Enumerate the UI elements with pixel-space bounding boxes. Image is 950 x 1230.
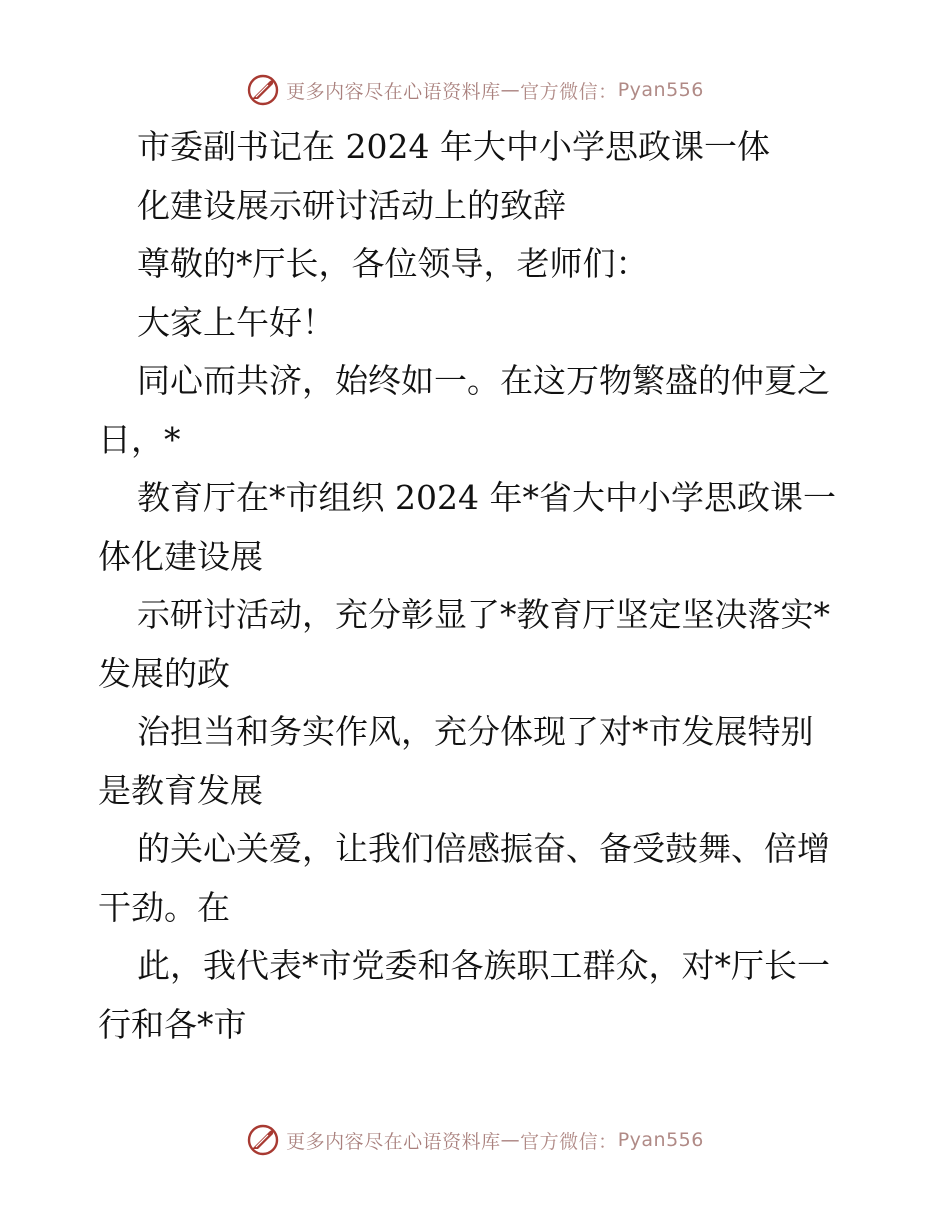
paragraph-line: 教育厅在*市组织 2024 年*省大中小学思政课一 (137, 478, 836, 517)
paragraph-line: 的关心关爱，让我们倍感振奋、备受鼓舞、倍增 (137, 829, 830, 868)
quill-pen-circle-icon (246, 73, 280, 107)
paragraph-line: 治担当和务实作风，充分体现了对*市发展特别 (137, 712, 814, 751)
watermark-wechat-id: Pyan556 (617, 79, 704, 101)
watermark-wechat-label: 官方微信： (520, 1130, 618, 1153)
paragraph-line: 干劲。在 (98, 887, 230, 927)
watermark-dash: — (500, 1129, 521, 1151)
document-title-line-1: 市委副书记在 2024 年大中小学思政课一体 (137, 127, 770, 166)
paragraph-line: 同心而共济，始终如一。在这万物繁盛的仲夏之 (137, 361, 830, 400)
document-title-line-2: 化建设展示研讨活动上的致辞 (137, 185, 566, 225)
paragraph-line: 体化建设展 (98, 536, 263, 576)
paragraph-line: 是教育发展 (98, 770, 263, 810)
watermark-brand-text: 更多内容尽在心语资料库 (286, 1130, 501, 1153)
greeting-line: 大家上午好！ (137, 302, 335, 342)
quill-pen-circle-icon (246, 1123, 280, 1157)
watermark-wechat-id: Pyan556 (617, 1129, 704, 1151)
footer-watermark (0, 1120, 950, 1160)
paragraph-line: 此，我代表*市党委和各族职工群众，对*厅长一 (137, 946, 830, 985)
paragraph-line: 行和各*市 (98, 1004, 247, 1044)
paragraph-line: 发展的政 (98, 653, 230, 693)
watermark-dash: — (500, 79, 521, 101)
paragraph-line: 示研讨活动，充分彰显了*教育厅坚定坚决落实* (137, 595, 830, 634)
watermark-wechat-label: 官方微信： (520, 80, 618, 103)
salutation-line: 尊敬的*厅长，各位领导，老师们： (137, 244, 649, 283)
document-body (98, 118, 858, 1054)
header-watermark (0, 70, 950, 110)
watermark-brand-text: 更多内容尽在心语资料库 (286, 80, 501, 103)
paragraph-line: 日，* (98, 419, 181, 459)
